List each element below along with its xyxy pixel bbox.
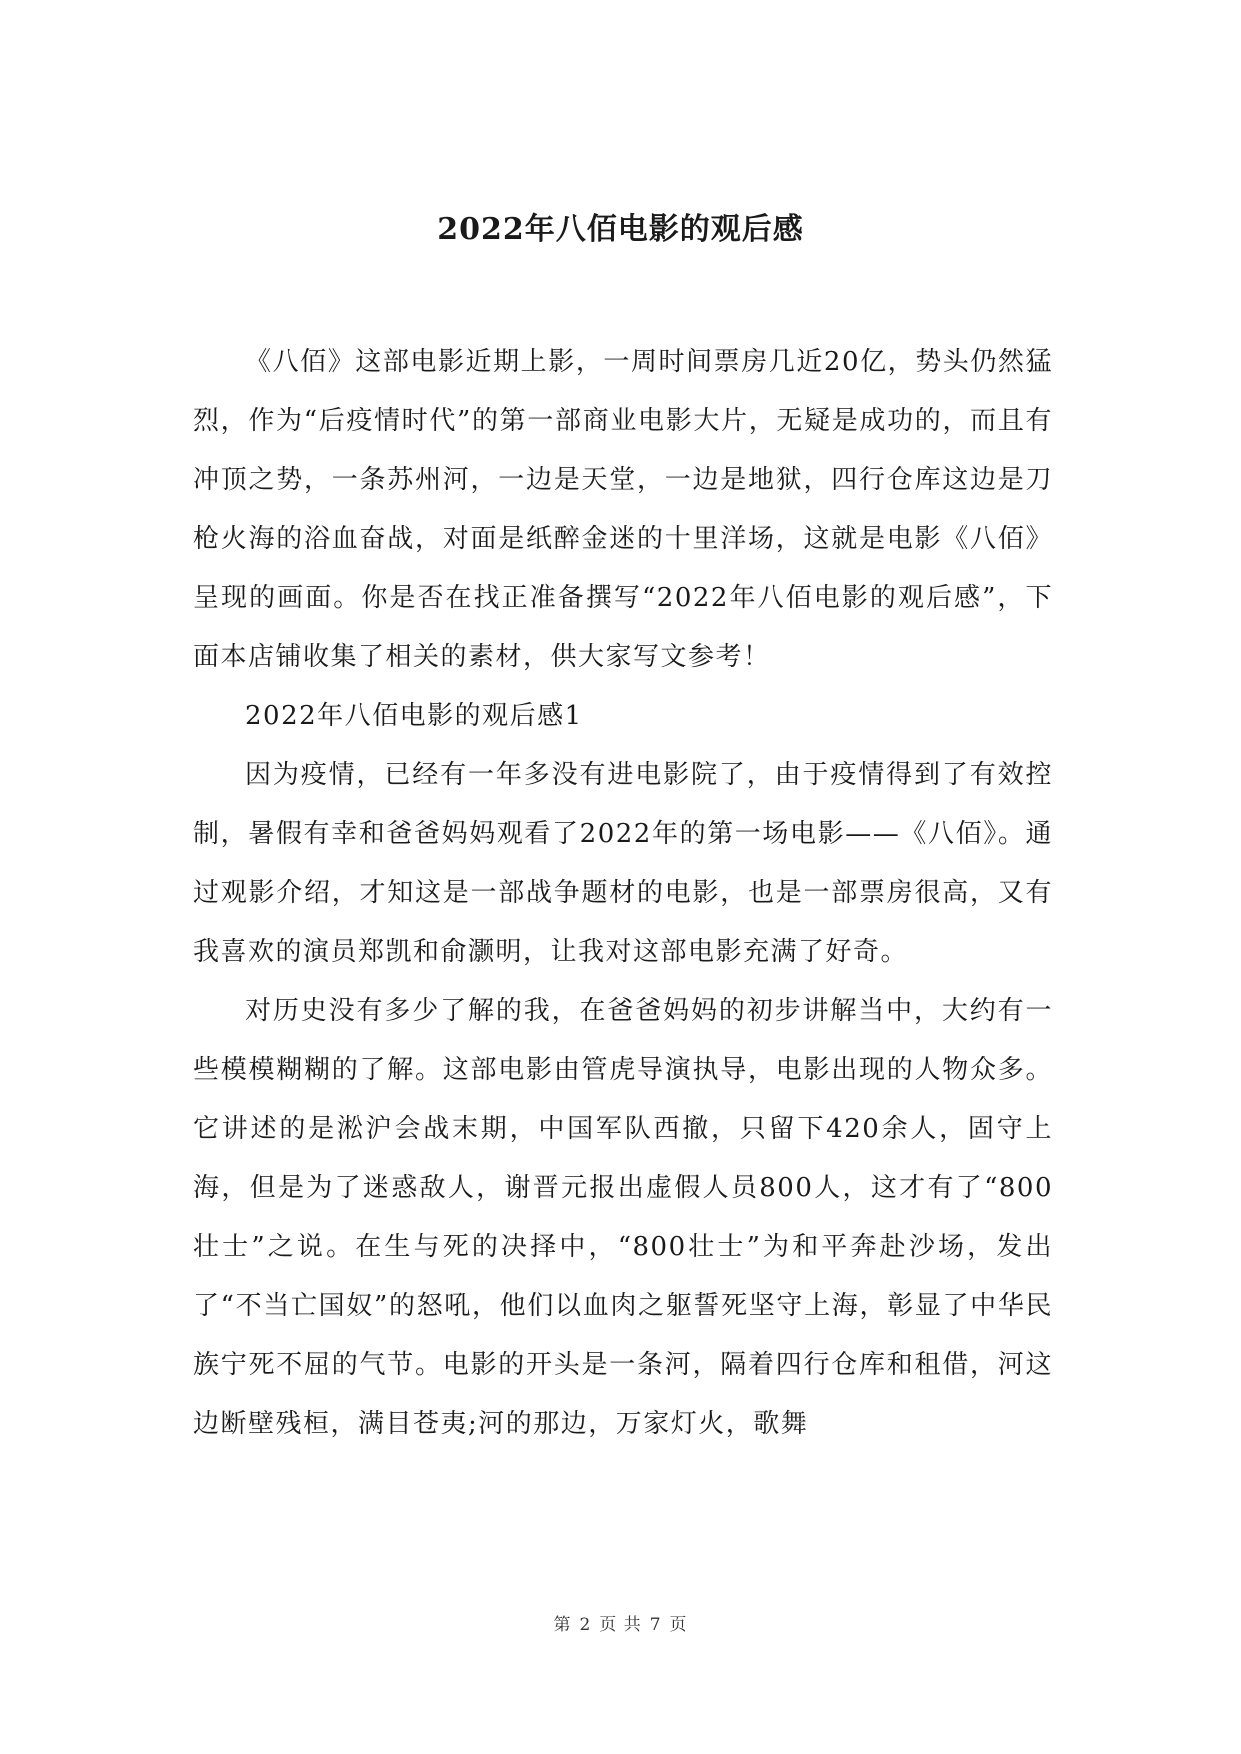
intro-paragraph: 《八佰》这部电影近期上影，一周时间票房几近20亿，势头仍然猛烈，作为“后疫情时代”的第一部商业电影大片，无疑是成功的，而且有冲顶之势，一条苏州河，一边是天堂，一边是地狱，四行仓库这边是刀枪火海的浴血奋战，对面是纸醉金迷的十里洋场，这就是电影《八佰》呈现的画面。你是否在找正准备撰写“2022年八佰电影的观后感”，下面本店铺收集了相关的素材，供大家写文参考！ <box>193 347 1053 672</box>
body-paragraph: 对历史没有多少了解的我，在爸爸妈妈的初步讲解当中，大约有一些模模糊糊的了解。这部电影由管虎导演执导，电影出现的人物众多。它讲述的是淞沪会战末期，中国军队西撤，只留下420余人，固守上海，但是为了迷惑敌人，谢晋元报出虚假人员800人，这才有了“800壮士”之说。在生与死的决择中，“800壮士”为和平奔赴沙场，发出了“不当亡国奴”的怒吼，他们以血肉之躯誓死坚守上海，彰显了中华民族宁死不屈的气节。电影的开头是一条河，隔着四行仓库和租借，河这边断壁残桓，满目苍夷;河的那边，万家灯火，歌舞 <box>193 996 1053 1439</box>
page-footer <box>0 1610 1241 1635</box>
footer-total-pages: 7 <box>649 1615 662 1635</box>
document-title: 2022年八佰电影的观后感 <box>437 212 804 247</box>
footer-page-number: 2 <box>579 1615 592 1635</box>
body-paragraph: 因为疫情，已经有一年多没有进电影院了，由于疫情得到了有效控制，暑假有幸和爸爸妈妈观看了2022年的第一场电影——《八佰》。通过观影介绍，才知这是一部战争题材的电影，也是一部票房很高，又有我喜欢的演员郑凯和俞灏明，让我对这部电影充满了好奇。 <box>193 760 1053 967</box>
footer-suffix: 页 <box>669 1615 688 1635</box>
document-body <box>193 333 1053 1454</box>
footer-prefix: 第 <box>553 1615 572 1635</box>
footer-middle: 页 共 <box>599 1615 642 1635</box>
section-heading: 2022年八佰电影的观后感1 <box>245 701 583 731</box>
